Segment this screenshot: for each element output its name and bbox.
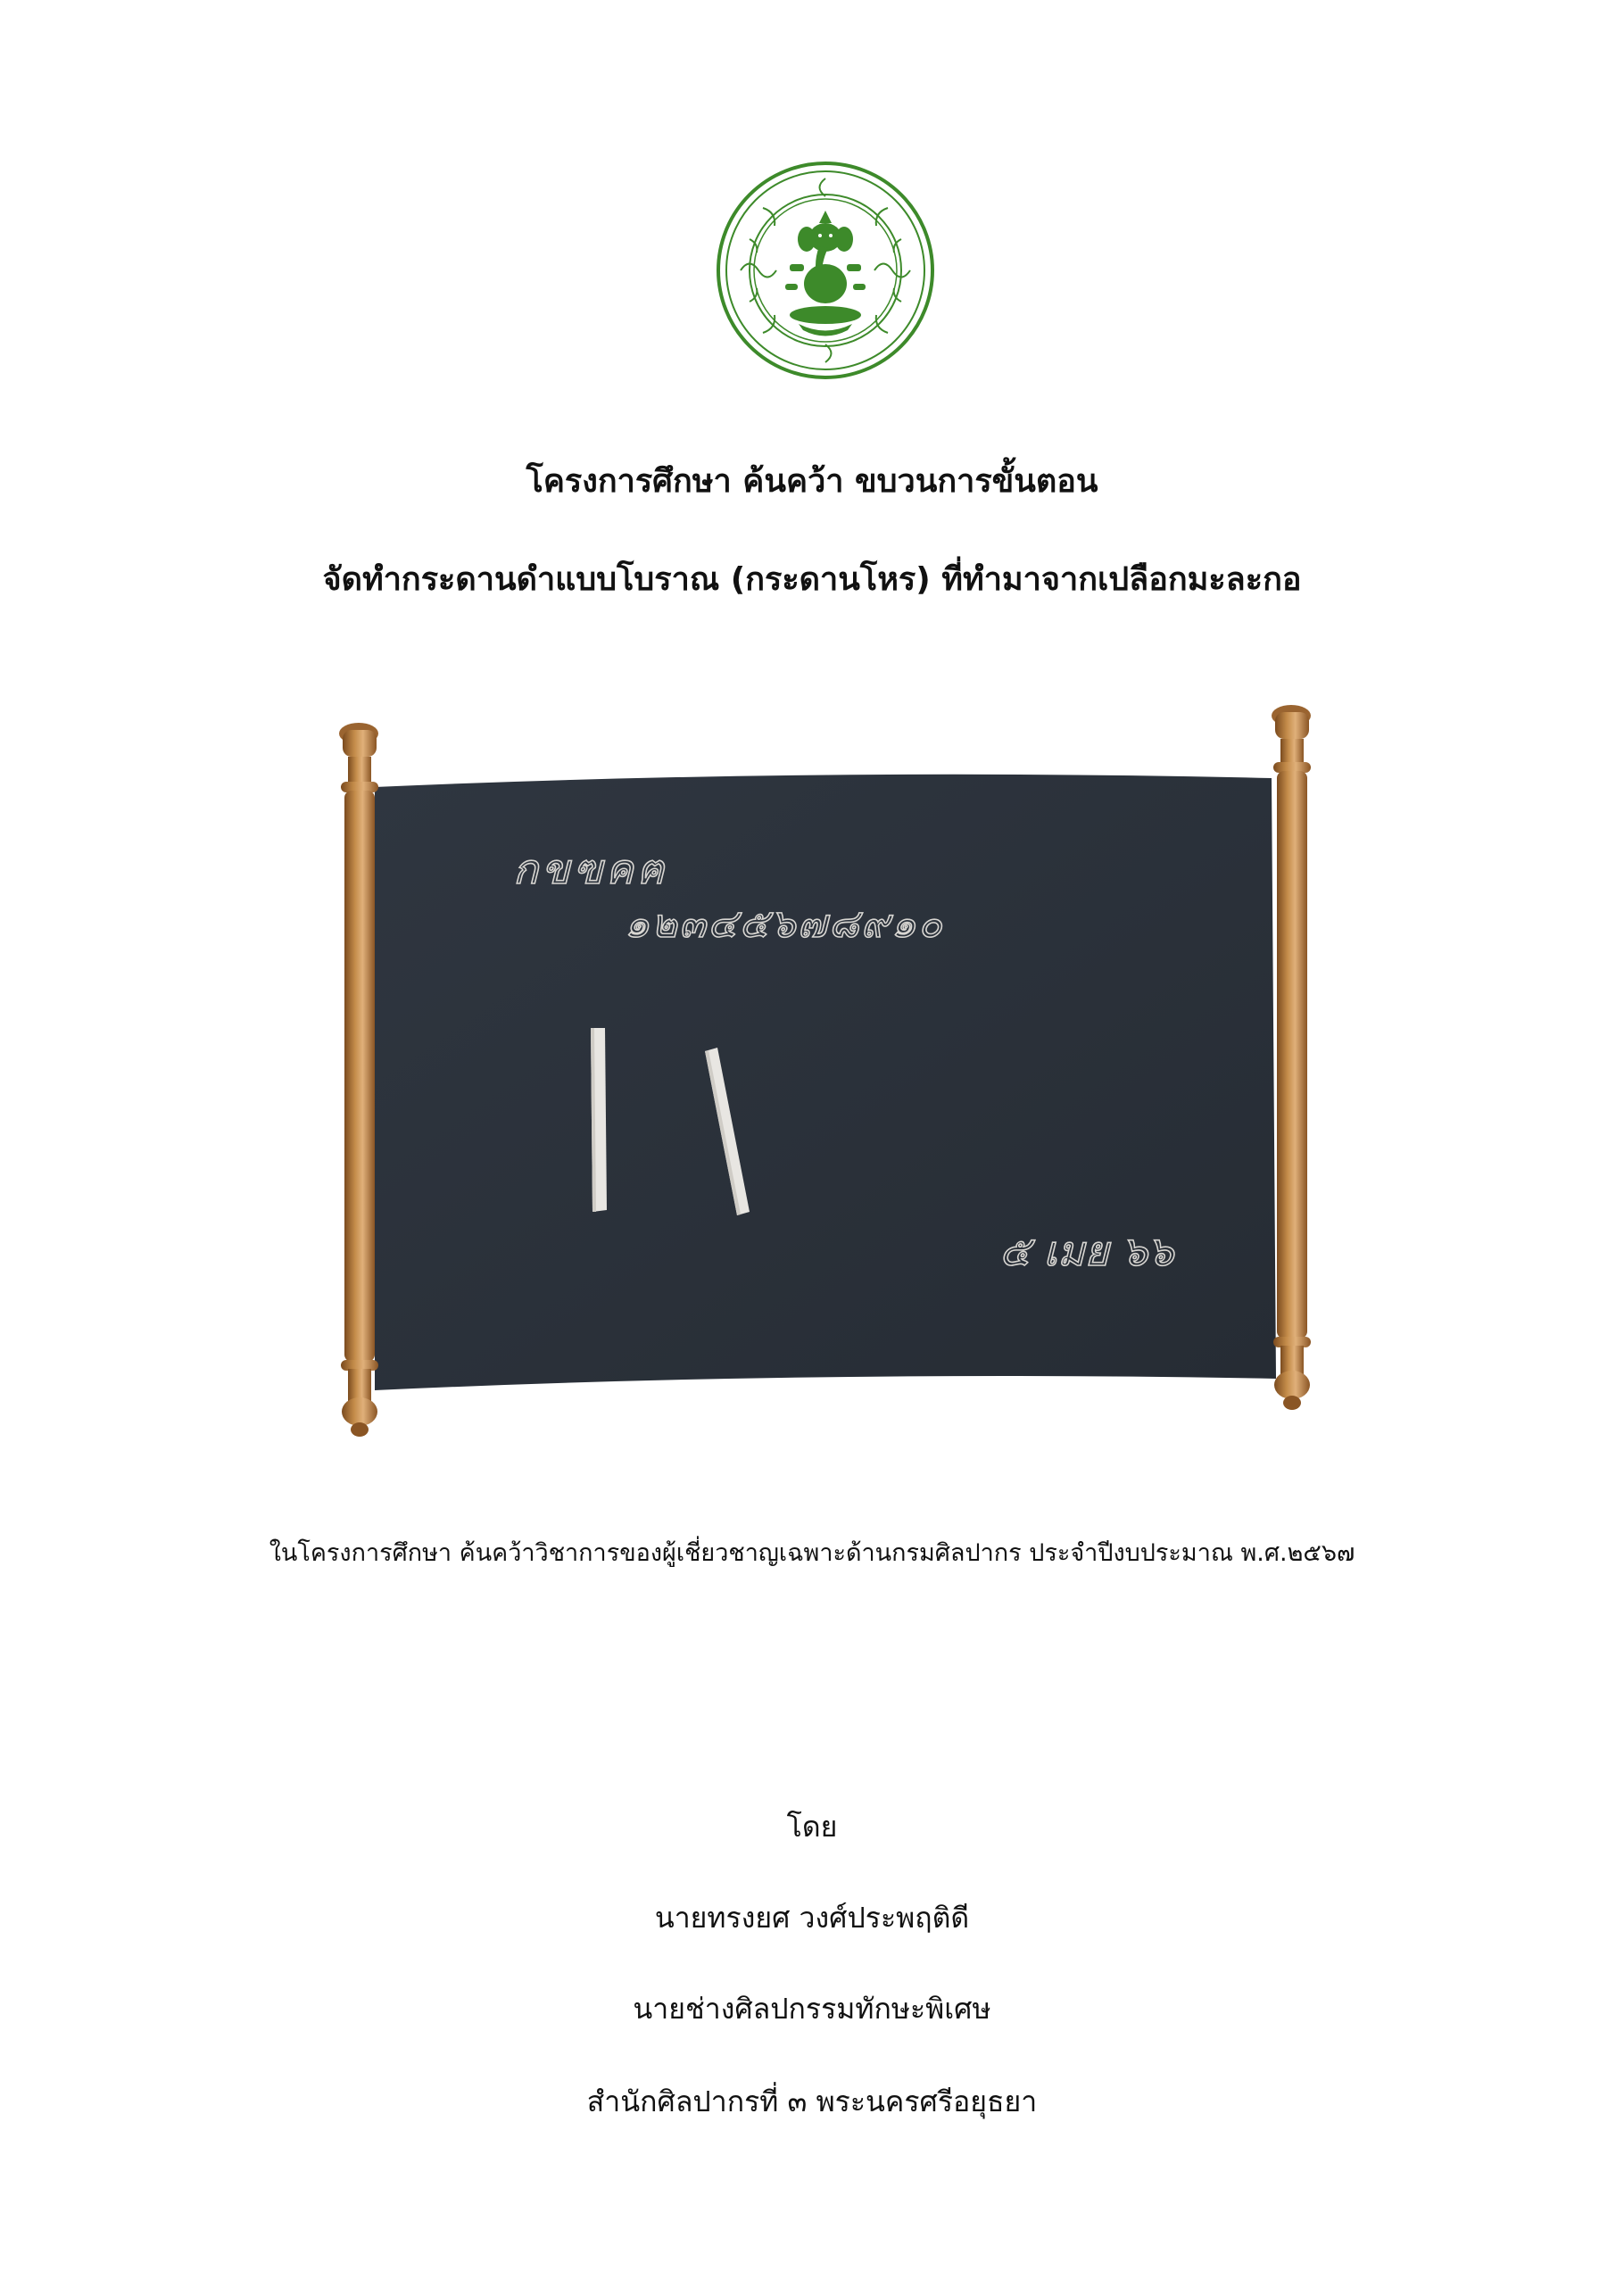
black-scroll-board-photo xyxy=(321,705,1321,1446)
author-name: นายทรงยศ วงศ์ประพฤติดี xyxy=(654,1901,970,1935)
chalk-text-line-1: กขฃคฅ xyxy=(513,845,668,893)
right-wooden-roller xyxy=(1272,705,1311,1410)
project-caption: ในโครงการศึกษา ค้นคว้าวิชาการของผู้เชี่ยวชาญเฉพาะด้านกรมศิลปากร ประจำปีงบประมาณ พ.ศ.๒๕๖๗ xyxy=(269,1539,1355,1567)
left-wooden-roller xyxy=(339,723,378,1437)
author-office: สำนักศิลปากรที่ ๓ พระนครศรีอยุธยา xyxy=(586,2085,1038,2118)
by-label: โดย xyxy=(786,1810,838,1844)
ganesha-seal-icon xyxy=(714,159,937,382)
chalk-text-line-2: ๑๒๓๔๕๖๗๘๙๑๐ xyxy=(625,901,944,947)
chalk-date: ๕ เมย ๖๖ xyxy=(999,1227,1174,1275)
document-title-line-1: โครงการศึกษา ค้นคว้า ขบวนการขั้นตอน xyxy=(526,463,1098,500)
author-position: นายช่างศิลปกรรมทักษะพิเศษ xyxy=(633,1992,991,2026)
document-title-line-2: จัดทำกระดานดำแบบโบราณ (กระดานโหร) ที่ทำมาจากเปลือกมะละกอ xyxy=(322,561,1302,598)
chalk-stick-left xyxy=(591,1028,607,1212)
